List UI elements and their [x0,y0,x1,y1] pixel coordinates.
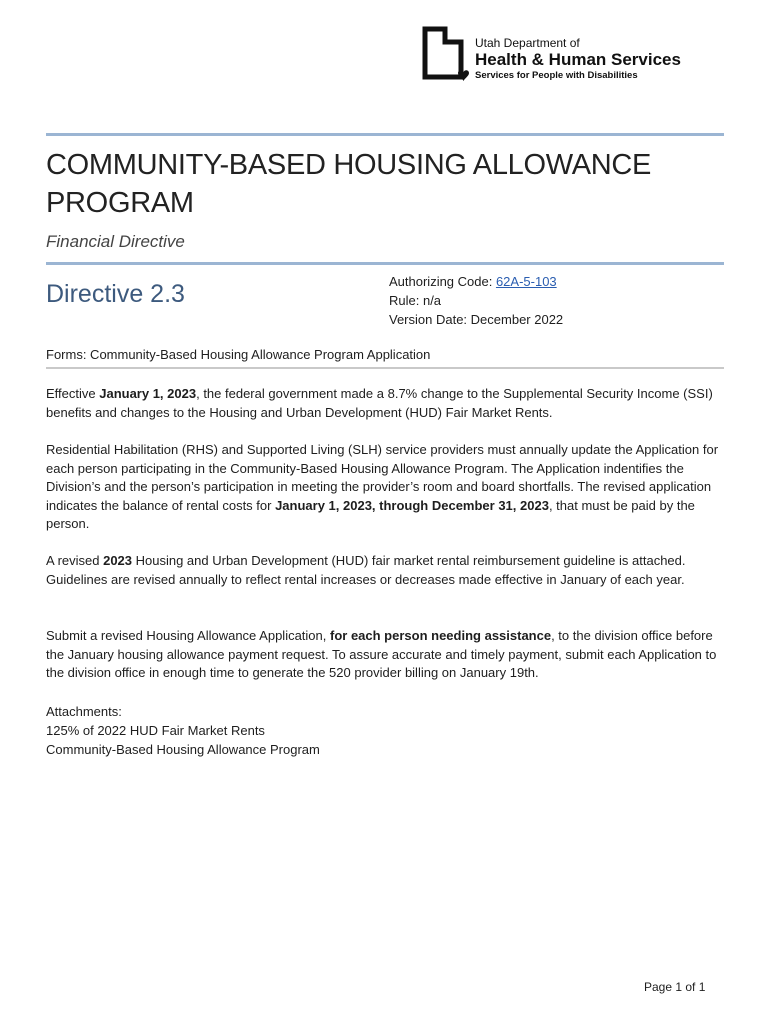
logo-text [475,36,681,82]
title-bottom-rule [46,262,724,265]
document-title: COMMUNITY-BASED HOUSING ALLOWANCE PROGRAM [46,149,652,219]
attachment-item: Community-Based Housing Allowance Program [46,742,320,757]
attachments [46,702,320,759]
forms-line: Forms: Community-Based Housing Allowance Program Application [46,347,431,362]
document-subtitle: Financial Directive [46,232,185,251]
paragraph-4: Submit a revised Housing Allowance Application, for each person needing assistance, to the division office before the January housing allowance payment request. To assure accurate and timely payment, submit each Application to the division office in enough time to generate the 520 provider billing on January 19th. [46,628,717,681]
version-date: Version Date: December 2022 [389,312,564,327]
paragraph-2: Residential Habilitation (RHS) and Supported Living (SLH) service providers must annually update the Application for each person participating in the Community-Based Housing Allowance Program. The Application indentifies the Division’s and the person’s participation in meeting the provider’s room and board shortfalls. The revised application indicates the balance of rental costs for January 1, 2023, through December 31, 2023, that must be paid by the person. [46,442,719,532]
authorizing-code-link[interactable]: 62A-5-103 [495,274,557,289]
paragraph-3: A revised 2023 Housing and Urban Development (HUD) fair market rental reimbursement guideline is attached. Guidelines are revised annually to reflect rental increases or decreases made effective in January of each year. [46,553,686,587]
title-top-rule [46,133,724,136]
attachment-item: 125% of 2022 HUD Fair Market Rents [46,723,265,738]
logo-line1: Utah Department of [475,36,580,50]
page-number: Page 1 of 1 [644,980,706,994]
directive-meta [389,272,563,329]
logo-line3: Services for People with Disabilities [475,70,638,81]
logo-line2: Health & Human Services [475,50,681,69]
directive-number: Directive 2.3 [46,280,185,308]
authorizing-code-row [389,272,563,291]
rule-text: Rule: n/a [389,293,442,308]
attachments-heading: Attachments: [46,704,122,719]
paragraph-1: Effective January 1, 2023, the federal government made a 8.7% change to the Supplemental Security Income (SSI) benefits and changes to the Housing and Urban Development (HUD) Fair Market Rents. [46,386,713,420]
forms-divider [46,367,724,369]
authorizing-code-label: Authorizing Code: [389,274,496,289]
utah-state-icon [421,26,469,82]
